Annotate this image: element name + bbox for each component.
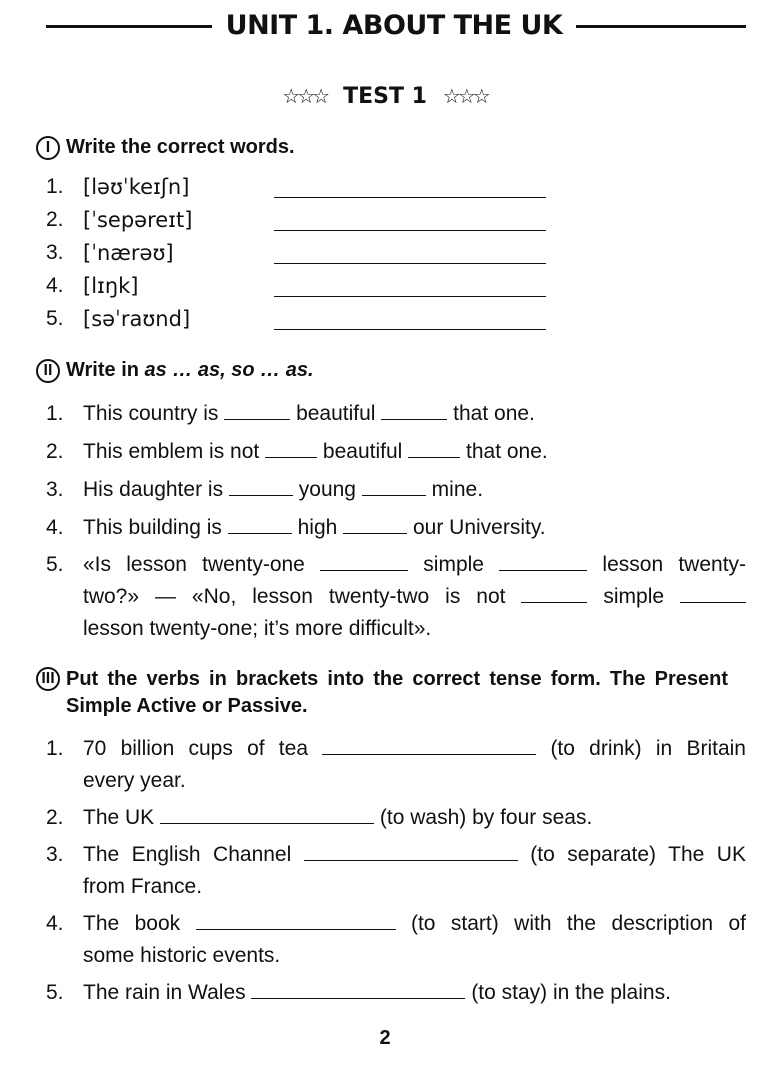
header-rule-right — [576, 25, 746, 28]
answer-line[interactable] — [274, 197, 546, 198]
sentence-part: that one. — [453, 402, 535, 425]
item-line: lesson twenty-one; it’s more difficult». — [83, 617, 432, 640]
item-number: 1. — [46, 737, 64, 760]
answer-blank[interactable] — [224, 399, 290, 420]
answer-line[interactable] — [274, 230, 546, 231]
section-1-number: I — [36, 136, 60, 160]
item-number: 4. — [46, 516, 64, 539]
section-3-number: III — [36, 667, 60, 691]
sentence-part: The English Channel — [83, 843, 292, 866]
section-2-instruction: Write in — [66, 359, 139, 381]
sentence-part: beautiful — [322, 440, 403, 463]
item-number: 4. — [46, 912, 64, 935]
item-number: 3. — [46, 241, 64, 264]
sentence-part: 70 billion cups of tea — [83, 737, 308, 760]
section-3-heading — [36, 666, 748, 720]
ipa-transcription: [ˈnærəʊ] — [83, 241, 174, 265]
item-number: 5. — [46, 553, 64, 576]
item-number: 3. — [46, 843, 64, 866]
sentence-part: simple — [423, 553, 484, 576]
sentence-part: (to drink) in Britain — [550, 737, 746, 760]
ipa-transcription: [ləʊˈkeɪʃn] — [83, 175, 190, 199]
sentence-part: This emblem is not — [83, 440, 260, 463]
sentence-part: that one. — [466, 440, 548, 463]
ipa-transcription: [ˈsepəreɪt] — [83, 208, 193, 232]
item-number: 1. — [46, 402, 64, 425]
answer-blank[interactable] — [196, 909, 396, 930]
answer-blank[interactable] — [381, 399, 447, 420]
sentence-part: our University. — [412, 516, 546, 539]
sentence-part: beautiful — [296, 402, 376, 425]
sentence-part: lesson twenty- — [602, 553, 747, 576]
answer-blank[interactable] — [265, 437, 317, 458]
sentence-part: two?» — «No, lesson twenty-two is not — [83, 585, 506, 608]
answer-blank[interactable] — [229, 475, 293, 496]
sentence-part: The book — [83, 912, 181, 935]
sentence-part: «Is lesson twenty-one — [83, 553, 305, 576]
answer-blank[interactable] — [408, 437, 460, 458]
sentence-part: (to wash) by four seas. — [379, 806, 593, 829]
section-3-instruction: Put the verbs in brackets into the correct tense form. The Present Simple Active or Passive. — [66, 668, 728, 717]
item-line — [83, 839, 746, 871]
answer-blank[interactable] — [320, 550, 408, 571]
unit-header — [46, 8, 746, 44]
sentence-part: His daughter is — [83, 478, 224, 501]
sentence-part: (to start) with the description of — [410, 912, 746, 935]
sentence-part: high — [297, 516, 338, 539]
sentence-part: simple — [603, 585, 665, 608]
ipa-transcription: [lɪŋk] — [83, 274, 139, 298]
item-line — [83, 549, 746, 581]
sentence-part: This country is — [83, 402, 219, 425]
answer-line[interactable] — [274, 263, 546, 264]
item-number: 1. — [46, 175, 64, 198]
section-2-instruction-italic: as … as, so … as. — [144, 359, 314, 381]
answer-line[interactable] — [274, 329, 546, 330]
sentence-part: The UK — [83, 806, 155, 829]
item-number: 5. — [46, 981, 64, 1004]
section-2-heading — [36, 357, 748, 384]
item-line — [83, 908, 746, 940]
sentence-part: (to stay) in the plains. — [471, 981, 671, 1004]
sentence-part: This building is — [83, 516, 222, 539]
answer-blank[interactable] — [521, 582, 587, 603]
section-2-number: II — [36, 359, 60, 383]
item-number: 2. — [46, 208, 64, 231]
answer-blank[interactable] — [680, 582, 746, 603]
sentence-part: young — [298, 478, 356, 501]
answer-blank[interactable] — [499, 550, 587, 571]
item-line: some historic events. — [83, 944, 281, 967]
item-number: 5. — [46, 307, 64, 330]
item-number: 3. — [46, 478, 64, 501]
item-line: every year. — [83, 769, 186, 792]
item-number: 4. — [46, 274, 64, 297]
sentence-part: (to separate) The UK — [530, 843, 746, 866]
answer-blank[interactable] — [251, 978, 465, 999]
ipa-transcription: [səˈraʊnd] — [83, 307, 191, 331]
sentence-part: mine. — [431, 478, 484, 501]
item-number: 2. — [46, 440, 64, 463]
header-rule-left — [46, 25, 212, 28]
section-1-instruction: Write the correct words. — [66, 136, 295, 158]
sentence-part: The rain in Wales — [83, 981, 246, 1004]
item-line — [83, 733, 746, 765]
test-title: TEST 1 — [343, 84, 427, 109]
answer-blank[interactable] — [322, 734, 536, 755]
answer-blank[interactable] — [304, 840, 518, 861]
stars-right-icon: ☆☆☆ — [442, 84, 488, 108]
page-number: 2 — [379, 1027, 391, 1049]
section-1-heading — [36, 134, 748, 161]
answer-blank[interactable] — [160, 803, 374, 824]
answer-line[interactable] — [274, 296, 546, 297]
answer-blank[interactable] — [362, 475, 426, 496]
stars-left-icon: ☆☆☆ — [282, 84, 328, 108]
item-line — [83, 581, 746, 613]
item-line: from France. — [83, 875, 203, 898]
answer-blank[interactable] — [343, 513, 407, 534]
unit-title: UNIT 1. ABOUT THE UK — [225, 10, 563, 41]
answer-blank[interactable] — [228, 513, 292, 534]
test-heading — [0, 80, 770, 113]
item-number: 2. — [46, 806, 64, 829]
